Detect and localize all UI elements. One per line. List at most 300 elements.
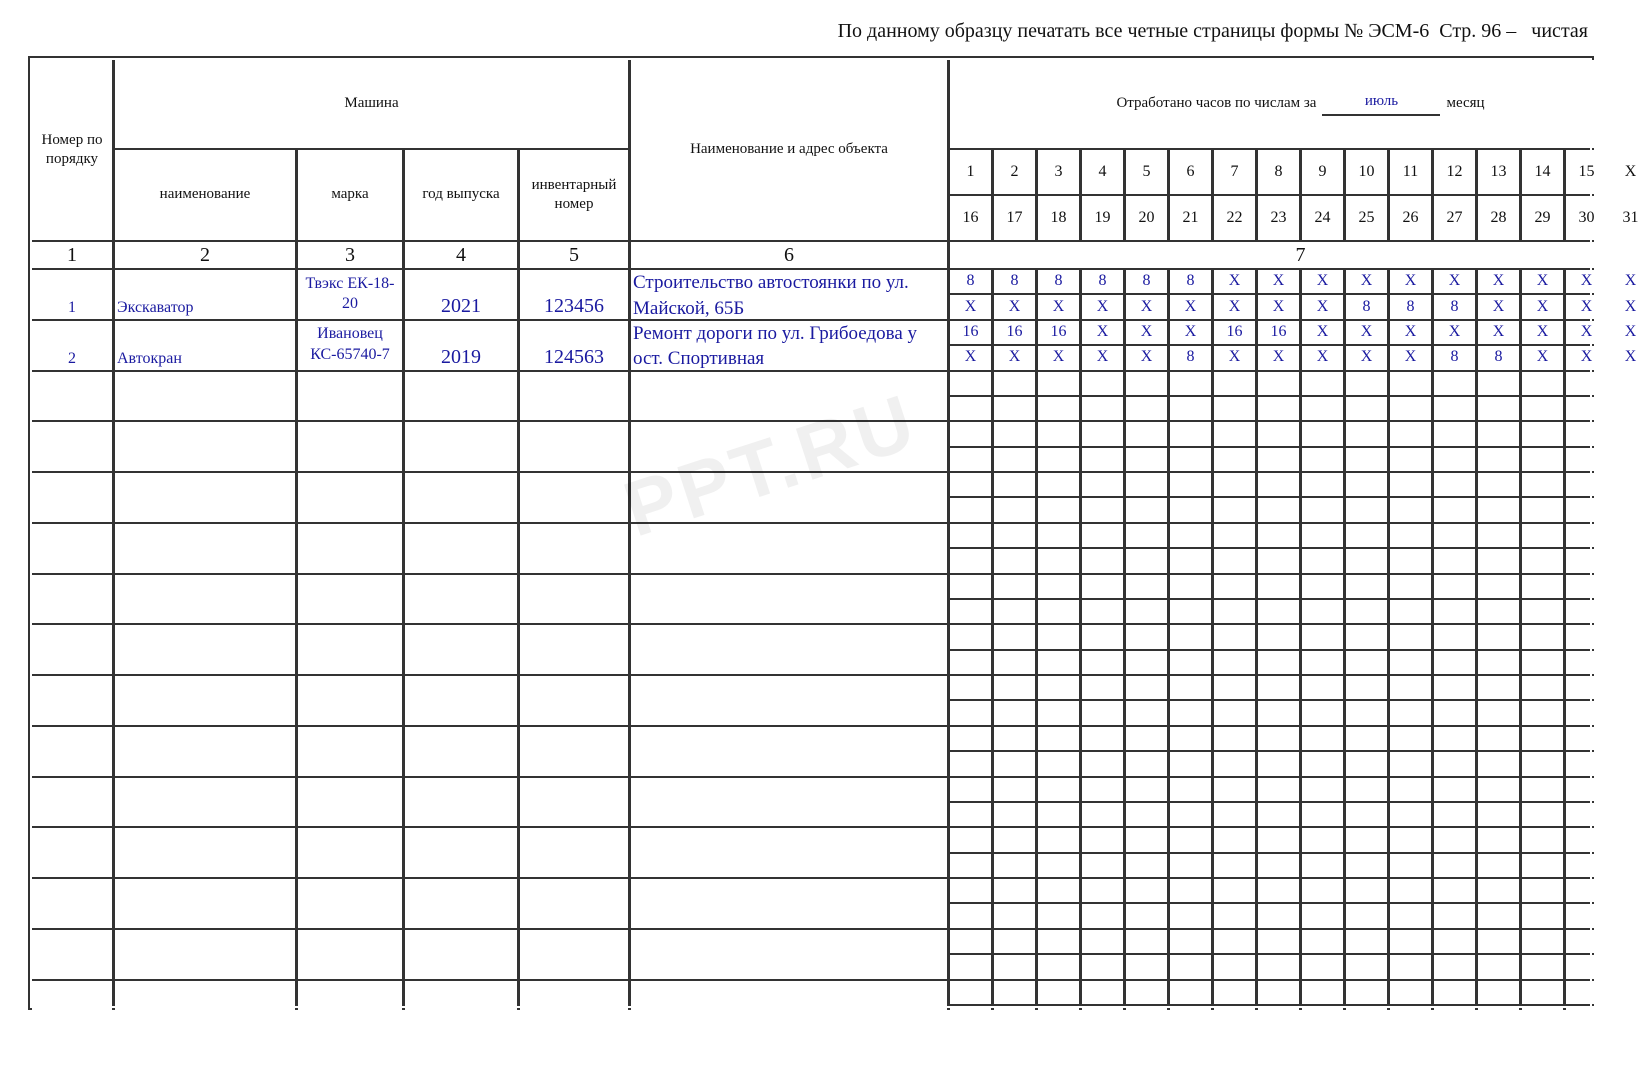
hours-cell[interactable] [994,854,1035,877]
year-cell[interactable] [405,981,517,1030]
hours-cell[interactable] [1346,448,1387,471]
hours-cell[interactable] [1566,1006,1607,1029]
hours-cell[interactable]: X [1038,295,1079,318]
hours-cell[interactable]: X [1566,270,1607,293]
machine-name-cell[interactable] [115,372,295,421]
hours-cell[interactable] [994,879,1035,902]
hours-cell[interactable] [1038,473,1079,496]
inventory-cell[interactable] [520,625,628,674]
hours-cell[interactable] [1258,549,1299,572]
hours-cell[interactable] [1390,981,1431,1004]
hours-cell[interactable] [1214,879,1255,902]
hours-cell[interactable] [1038,498,1079,521]
hours-cell[interactable] [1258,575,1299,598]
inventory-cell[interactable] [520,778,628,827]
hours-cell[interactable] [1610,575,1651,598]
hours-cell[interactable] [1038,422,1079,445]
hours-cell[interactable]: X [1346,321,1387,344]
hours-cell[interactable] [1434,600,1475,623]
hours-cell[interactable] [1258,676,1299,699]
hours-cell[interactable]: X [950,346,991,369]
hours-cell[interactable] [1346,524,1387,547]
hours-cell[interactable] [1434,575,1475,598]
year-cell[interactable] [405,473,517,522]
hours-cell[interactable] [994,1031,1035,1054]
hours-cell[interactable] [950,778,991,801]
hours-cell[interactable] [994,524,1035,547]
hours-cell[interactable]: 8 [1170,270,1211,293]
hours-cell[interactable] [1346,397,1387,420]
year-cell[interactable] [405,575,517,624]
hours-cell[interactable] [1522,473,1563,496]
hours-cell[interactable] [1434,498,1475,521]
hours-cell[interactable] [1390,1006,1431,1029]
hours-cell[interactable] [1038,981,1079,1004]
hours-cell[interactable] [1434,422,1475,445]
hours-cell[interactable] [994,625,1035,648]
hours-cell[interactable] [1390,778,1431,801]
hours-cell[interactable]: X [1522,270,1563,293]
hours-cell[interactable]: X [1126,295,1167,318]
hours-cell[interactable] [1478,422,1519,445]
hours-cell[interactable]: X [1434,321,1475,344]
hours-cell[interactable] [1522,1031,1563,1054]
hours-cell[interactable] [1170,778,1211,801]
hours-cell[interactable] [1214,600,1255,623]
year-cell[interactable] [405,727,517,776]
machine-name-cell[interactable] [115,422,295,471]
month-field[interactable]: июль [1322,92,1440,116]
hours-cell[interactable] [1082,422,1123,445]
hours-cell[interactable] [1126,701,1167,724]
brand-cell[interactable] [298,372,402,421]
hours-cell[interactable] [1522,701,1563,724]
hours-cell[interactable] [1214,549,1255,572]
hours-cell[interactable] [1126,422,1167,445]
hours-cell[interactable] [1038,1057,1079,1080]
object-cell[interactable] [631,981,947,1030]
year-cell[interactable] [405,828,517,877]
hours-cell[interactable]: 16 [994,321,1035,344]
hours-cell[interactable] [1126,651,1167,674]
hours-cell[interactable]: X [1566,346,1607,369]
hours-cell[interactable] [1082,727,1123,750]
hours-cell[interactable] [1610,955,1651,978]
hours-cell[interactable] [994,752,1035,775]
hours-cell[interactable] [1434,1057,1475,1080]
hours-cell[interactable]: X [1302,295,1343,318]
hours-cell[interactable] [1610,676,1651,699]
machine-name-cell[interactable] [115,879,295,928]
hours-cell[interactable] [1302,372,1343,395]
hours-cell[interactable] [1214,372,1255,395]
hours-cell[interactable] [1126,1031,1167,1054]
hours-cell[interactable] [1214,803,1255,826]
hours-cell[interactable] [1038,1006,1079,1029]
hours-cell[interactable] [1610,448,1651,471]
hours-cell[interactable]: X [1214,295,1255,318]
hours-cell[interactable]: X [1082,321,1123,344]
hours-cell[interactable] [1126,473,1167,496]
hours-cell[interactable] [1346,651,1387,674]
hours-cell[interactable] [1434,904,1475,927]
hours-cell[interactable] [1346,981,1387,1004]
brand-cell[interactable] [298,524,402,573]
hours-cell[interactable] [1258,600,1299,623]
hours-cell[interactable] [1302,600,1343,623]
hours-cell[interactable]: 16 [1038,321,1079,344]
hours-cell[interactable]: 8 [1082,270,1123,293]
hours-cell[interactable]: X [1522,295,1563,318]
inventory-cell[interactable] [520,981,628,1030]
hours-cell[interactable] [1038,372,1079,395]
hours-cell[interactable] [1610,651,1651,674]
year-cell[interactable] [405,625,517,674]
hours-cell[interactable] [1478,727,1519,750]
hours-cell[interactable] [1170,397,1211,420]
hours-cell[interactable] [1434,549,1475,572]
brand-cell[interactable]: Твэкс ЕК-18-20 [298,270,402,319]
hours-cell[interactable] [950,1031,991,1054]
hours-cell[interactable] [1082,854,1123,877]
hours-cell[interactable] [1522,422,1563,445]
hours-cell[interactable] [1126,600,1167,623]
hours-cell[interactable] [1522,930,1563,953]
inventory-cell[interactable] [520,727,628,776]
hours-cell[interactable]: 16 [1258,321,1299,344]
hours-cell[interactable] [994,1057,1035,1080]
hours-cell[interactable] [1126,778,1167,801]
hours-cell[interactable] [994,473,1035,496]
hours-cell[interactable] [1478,752,1519,775]
hours-cell[interactable] [1038,625,1079,648]
hours-cell[interactable]: X [1522,321,1563,344]
hours-cell[interactable] [1434,625,1475,648]
hours-cell[interactable] [1566,397,1607,420]
hours-cell[interactable] [1038,701,1079,724]
hours-cell[interactable] [950,372,991,395]
hours-cell[interactable]: 8 [1170,346,1211,369]
hours-cell[interactable] [1258,879,1299,902]
hours-cell[interactable] [1082,1006,1123,1029]
hours-cell[interactable] [950,651,991,674]
hours-cell[interactable] [1390,828,1431,851]
hours-cell[interactable] [994,955,1035,978]
hours-cell[interactable] [1126,981,1167,1004]
hours-cell[interactable] [1346,422,1387,445]
hours-cell[interactable] [1390,955,1431,978]
hours-cell[interactable] [1610,981,1651,1004]
hours-cell[interactable]: X [1610,346,1651,369]
hours-cell[interactable] [1522,803,1563,826]
hours-cell[interactable]: X [1346,346,1387,369]
hours-cell[interactable] [1390,676,1431,699]
hours-cell[interactable] [1170,701,1211,724]
hours-cell[interactable] [994,981,1035,1004]
hours-cell[interactable] [1390,524,1431,547]
hours-cell[interactable] [1566,828,1607,851]
hours-cell[interactable] [1478,372,1519,395]
inventory-cell[interactable] [520,930,628,979]
hours-cell[interactable]: X [1214,270,1255,293]
hours-cell[interactable] [1170,1057,1211,1080]
hours-cell[interactable] [950,524,991,547]
hours-cell[interactable] [1566,879,1607,902]
hours-cell[interactable] [950,498,991,521]
hours-cell[interactable] [1126,448,1167,471]
hours-cell[interactable] [1434,676,1475,699]
hours-cell[interactable] [1566,904,1607,927]
hours-cell[interactable] [950,828,991,851]
hours-cell[interactable] [1258,625,1299,648]
hours-cell[interactable] [1610,752,1651,775]
hours-cell[interactable] [1082,1031,1123,1054]
hours-cell[interactable] [994,701,1035,724]
hours-cell[interactable] [1346,803,1387,826]
object-cell[interactable] [631,625,947,674]
hours-cell[interactable] [1478,828,1519,851]
hours-cell[interactable] [1434,803,1475,826]
hours-cell[interactable] [1478,651,1519,674]
hours-cell[interactable] [1478,600,1519,623]
hours-cell[interactable] [1126,498,1167,521]
hours-cell[interactable] [1522,981,1563,1004]
hours-cell[interactable]: X [1566,321,1607,344]
hours-cell[interactable] [1302,981,1343,1004]
hours-cell[interactable] [1566,625,1607,648]
object-cell[interactable] [631,828,947,877]
machine-name-cell[interactable] [115,828,295,877]
hours-cell[interactable] [1038,778,1079,801]
hours-cell[interactable] [1038,600,1079,623]
hours-cell[interactable] [1610,524,1651,547]
hours-cell[interactable] [1566,651,1607,674]
hours-cell[interactable] [1170,524,1211,547]
object-cell[interactable] [631,575,947,624]
hours-cell[interactable] [994,549,1035,572]
hours-cell[interactable]: X [1258,270,1299,293]
hours-cell[interactable] [1434,524,1475,547]
hours-cell[interactable] [1302,1057,1343,1080]
hours-cell[interactable] [1258,372,1299,395]
hours-cell[interactable] [1522,549,1563,572]
year-cell[interactable] [405,930,517,979]
brand-cell[interactable] [298,981,402,1030]
hours-cell[interactable] [1346,676,1387,699]
hours-cell[interactable] [1258,651,1299,674]
hours-cell[interactable] [1038,1031,1079,1054]
hours-cell[interactable] [1522,778,1563,801]
hours-cell[interactable] [950,904,991,927]
hours-cell[interactable] [1302,803,1343,826]
hours-cell[interactable] [1170,981,1211,1004]
hours-cell[interactable] [1214,397,1255,420]
machine-name-cell[interactable] [115,727,295,776]
hours-cell[interactable]: X [1522,346,1563,369]
hours-cell[interactable] [1170,727,1211,750]
hours-cell[interactable] [1258,778,1299,801]
hours-cell[interactable] [1522,498,1563,521]
hours-cell[interactable]: X [1610,270,1651,293]
hours-cell[interactable]: 8 [1434,295,1475,318]
hours-cell[interactable] [1214,524,1255,547]
hours-cell[interactable] [1390,549,1431,572]
hours-cell[interactable]: X [1302,321,1343,344]
hours-cell[interactable] [1434,752,1475,775]
hours-cell[interactable]: X [1610,295,1651,318]
hours-cell[interactable]: X [1390,346,1431,369]
hours-cell[interactable] [1390,803,1431,826]
hours-cell[interactable] [994,1006,1035,1029]
object-cell[interactable] [631,727,947,776]
hours-cell[interactable] [1390,904,1431,927]
hours-cell[interactable] [1346,575,1387,598]
hours-cell[interactable]: 8 [1390,295,1431,318]
hours-cell[interactable] [1434,372,1475,395]
hours-cell[interactable] [1082,524,1123,547]
hours-cell[interactable] [1082,752,1123,775]
hours-cell[interactable] [1082,397,1123,420]
hours-cell[interactable] [1302,549,1343,572]
hours-cell[interactable] [1038,575,1079,598]
year-cell[interactable]: 2019 [405,321,517,370]
hours-cell[interactable] [1478,575,1519,598]
hours-cell[interactable] [1082,651,1123,674]
year-cell[interactable] [405,676,517,725]
hours-cell[interactable] [1258,1006,1299,1029]
hours-cell[interactable] [1478,625,1519,648]
hours-cell[interactable]: X [1082,295,1123,318]
object-cell[interactable]: Строительство автостоянки по ул. Майской, 65Б [631,270,947,319]
object-cell[interactable] [631,422,947,471]
hours-cell[interactable] [1566,1031,1607,1054]
hours-cell[interactable] [1214,422,1255,445]
machine-name-cell[interactable]: Экскаватор [115,270,295,319]
hours-cell[interactable] [1390,473,1431,496]
hours-cell[interactable] [1346,930,1387,953]
hours-cell[interactable] [1434,778,1475,801]
machine-name-cell[interactable] [115,625,295,674]
hours-cell[interactable] [1038,752,1079,775]
hours-cell[interactable] [1434,930,1475,953]
hours-cell[interactable] [1126,752,1167,775]
hours-cell[interactable] [1346,1006,1387,1029]
hours-cell[interactable] [1434,955,1475,978]
hours-cell[interactable] [1610,930,1651,953]
hours-cell[interactable] [950,625,991,648]
hours-cell[interactable]: X [1434,270,1475,293]
hours-cell[interactable] [1126,1006,1167,1029]
hours-cell[interactable] [1610,904,1651,927]
hours-cell[interactable] [1434,854,1475,877]
hours-cell[interactable] [1522,372,1563,395]
hours-cell[interactable] [1302,448,1343,471]
hours-cell[interactable]: 8 [1038,270,1079,293]
hours-cell[interactable]: X [1214,346,1255,369]
hours-cell[interactable] [1302,473,1343,496]
hours-cell[interactable] [1478,473,1519,496]
hours-cell[interactable] [1214,981,1255,1004]
hours-cell[interactable] [1390,625,1431,648]
hours-cell[interactable] [1346,473,1387,496]
hours-cell[interactable] [1082,803,1123,826]
hours-cell[interactable] [1302,778,1343,801]
hours-cell[interactable] [1478,397,1519,420]
hours-cell[interactable] [1082,879,1123,902]
hours-cell[interactable] [994,930,1035,953]
hours-cell[interactable] [1126,854,1167,877]
hours-cell[interactable] [1170,854,1211,877]
hours-cell[interactable] [950,473,991,496]
machine-name-cell[interactable] [115,473,295,522]
hours-cell[interactable] [1126,575,1167,598]
hours-cell[interactable] [1258,701,1299,724]
hours-cell[interactable] [1478,778,1519,801]
hours-cell[interactable] [1522,651,1563,674]
hours-cell[interactable] [1170,549,1211,572]
hours-cell[interactable] [1302,904,1343,927]
inventory-cell[interactable]: 123456 [520,270,628,319]
hours-cell[interactable] [1610,778,1651,801]
hours-cell[interactable]: X [1302,346,1343,369]
hours-cell[interactable] [1522,828,1563,851]
hours-cell[interactable] [1214,955,1255,978]
machine-name-cell[interactable] [115,778,295,827]
hours-cell[interactable] [1038,549,1079,572]
hours-cell[interactable] [950,752,991,775]
inventory-cell[interactable] [520,575,628,624]
hours-cell[interactable] [1566,930,1607,953]
hours-cell[interactable] [1390,1031,1431,1054]
hours-cell[interactable] [1302,752,1343,775]
hours-cell[interactable] [1566,676,1607,699]
hours-cell[interactable] [1610,879,1651,902]
hours-cell[interactable] [1302,828,1343,851]
hours-cell[interactable] [1258,524,1299,547]
hours-cell[interactable] [1566,448,1607,471]
object-cell[interactable] [631,930,947,979]
hours-cell[interactable] [1126,625,1167,648]
hours-cell[interactable] [1390,498,1431,521]
hours-cell[interactable] [1390,752,1431,775]
hours-cell[interactable] [1390,930,1431,953]
hours-cell[interactable] [1566,600,1607,623]
inventory-cell[interactable] [520,1031,628,1080]
hours-cell[interactable] [1610,727,1651,750]
object-cell[interactable] [631,676,947,725]
hours-cell[interactable] [1302,676,1343,699]
hours-cell[interactable]: 16 [1214,321,1255,344]
year-cell[interactable] [405,422,517,471]
hours-cell[interactable] [994,803,1035,826]
hours-cell[interactable] [1038,448,1079,471]
hours-cell[interactable] [1566,1057,1607,1080]
year-cell[interactable] [405,778,517,827]
hours-cell[interactable] [1214,1006,1255,1029]
hours-cell[interactable] [1522,397,1563,420]
hours-cell[interactable] [1522,600,1563,623]
hours-cell[interactable] [1478,904,1519,927]
year-cell[interactable] [405,1031,517,1080]
hours-cell[interactable] [994,372,1035,395]
hours-cell[interactable] [1390,422,1431,445]
year-cell[interactable] [405,524,517,573]
hours-cell[interactable] [1258,1031,1299,1054]
hours-cell[interactable] [1126,1057,1167,1080]
year-cell[interactable] [405,372,517,421]
hours-cell[interactable] [994,397,1035,420]
hours-cell[interactable] [1170,473,1211,496]
